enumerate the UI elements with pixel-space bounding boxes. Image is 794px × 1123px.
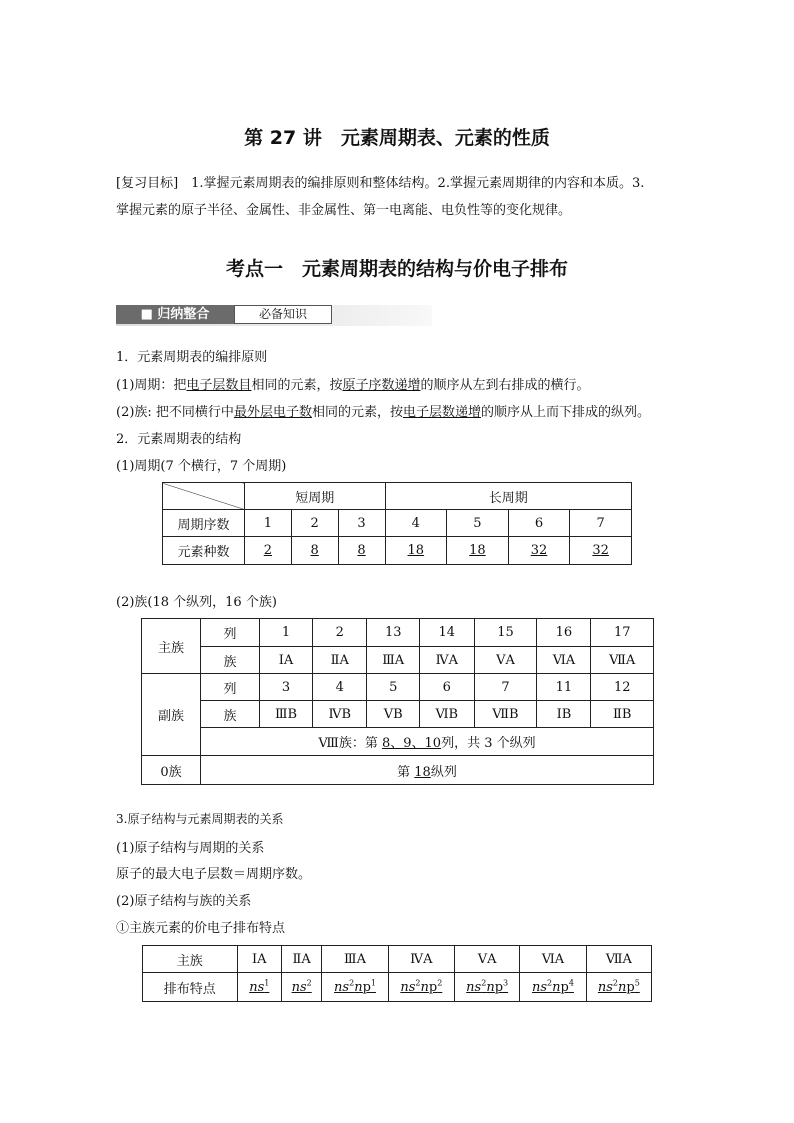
column-number-cell: 12: [591, 674, 654, 701]
element-count-cell: 8: [338, 537, 385, 565]
group-name-cell: ⅥA: [537, 647, 591, 674]
element-count-cell: 18: [447, 537, 509, 565]
paragraph: ①主族元素的价电子排布特点: [116, 921, 286, 936]
banner-label: ■ 归纳整合: [116, 305, 234, 324]
zero-group-label: 0族: [142, 756, 201, 785]
electron-config-cell: $ns^2np^1$: [322, 973, 388, 1002]
element-count-cell: 18: [385, 537, 447, 565]
lecture-title: 第 27 讲 元素周期表、元素的性质: [244, 127, 550, 149]
heading-1: 1．元素周期表的编排原则: [116, 350, 268, 365]
group-name-cell: ⅦA: [586, 946, 651, 973]
group-name-cell: ⅢA: [367, 647, 420, 674]
period-number-cell: 3: [338, 510, 385, 537]
column-number-cell: 11: [537, 674, 591, 701]
paragraph: (1)原子结构与周期的关系: [116, 841, 265, 856]
column-number-cell: 3: [260, 674, 313, 701]
element-count-cell: 32: [570, 537, 632, 565]
group-table: [141, 618, 654, 785]
short-period-header: 短周期: [245, 483, 386, 510]
group-name-cell: ⅠB: [537, 701, 591, 728]
column-number-cell: 15: [474, 619, 537, 647]
row-label: 族: [201, 647, 260, 674]
section-banner: [116, 305, 432, 326]
element-count-cell: 32: [508, 537, 570, 565]
paragraph: (2)原子结构与族的关系: [116, 894, 252, 909]
row-label: 元素种数: [163, 537, 245, 565]
row-label: 族: [201, 701, 260, 728]
column-number-cell: 16: [537, 619, 591, 647]
heading-2: 2．元素周期表的结构: [116, 432, 242, 447]
period-number-cell: 4: [385, 510, 447, 537]
column-number-cell: 17: [591, 619, 654, 647]
column-number-cell: 14: [420, 619, 474, 647]
group-name-cell: ⅥA: [520, 946, 586, 973]
main-group-label: 主族: [142, 619, 201, 674]
group-name-cell: ⅢA: [322, 946, 388, 973]
group-name-cell: ⅡA: [313, 647, 367, 674]
row-label: 主族: [143, 946, 238, 973]
group-caption: (2)族(18 个纵列，16 个族): [116, 595, 277, 610]
banner-tag: 必备知识: [234, 305, 332, 324]
period-table: [162, 482, 632, 565]
column-number-cell: 4: [313, 674, 367, 701]
paragraph-group: (2)族: 把不同横行中最外层电子数相同的元素，按电子层数递增的顺序从上而下排成的纵列。: [116, 405, 650, 420]
group-name-cell: ⅡB: [591, 701, 654, 728]
period-number-cell: 7: [570, 510, 632, 537]
group-name-cell: ⅤA: [474, 647, 537, 674]
group-viii-cell: Ⅷ族：第 8、9、10列，共 3 个纵列: [201, 728, 654, 756]
element-count-cell: 8: [291, 537, 338, 565]
column-number-cell: 7: [474, 674, 537, 701]
sub-group-label: 副族: [142, 674, 201, 756]
period-number-cell: 5: [447, 510, 509, 537]
period-number-cell: 6: [508, 510, 570, 537]
electron-config-cell: $ns^2np^5$: [586, 973, 651, 1002]
diagonal-header-cell: [163, 483, 245, 510]
heading-3: 3.原子结构与元素周期表的关系: [116, 812, 284, 826]
column-number-cell: 2: [313, 619, 367, 647]
section-title: 考点一 元素周期表的结构与价电子排布: [225, 258, 568, 280]
group-name-cell: ⅠA: [260, 647, 313, 674]
column-number-cell: 13: [367, 619, 420, 647]
element-count-cell: 2: [245, 537, 292, 565]
objectives-line-2: 掌握元素的原子半径、金属性、非金属性、第一电离能、电负性等的变化规律。: [116, 203, 572, 218]
group-name-cell: ⅣA: [388, 946, 454, 973]
group-name-cell: ⅦA: [591, 647, 654, 674]
group-name-cell: ⅠA: [237, 946, 281, 973]
column-number-cell: 5: [367, 674, 420, 701]
group-name-cell: ⅢB: [260, 701, 313, 728]
row-label: 列: [201, 619, 260, 647]
group-name-cell: ⅡA: [281, 946, 321, 973]
electron-config-cell: $ns^2np^4$: [520, 973, 586, 1002]
electron-config-cell: $ns^2np^2$: [388, 973, 454, 1002]
electron-config-cell: $ns^1$: [237, 973, 281, 1002]
row-label: 列: [201, 674, 260, 701]
zero-group-cell: 第 18纵列: [201, 756, 654, 785]
long-period-header: 长周期: [385, 483, 632, 510]
row-label: 排布特点: [143, 973, 238, 1002]
config-table: [142, 945, 652, 1002]
group-name-cell: ⅤB: [367, 701, 420, 728]
column-number-cell: 1: [260, 619, 313, 647]
electron-config-cell: $ns^2$: [281, 973, 321, 1002]
group-name-cell: ⅥB: [420, 701, 474, 728]
objectives-line-1: [复习目标] 1.掌握元素周期表的编排原则和整体结构。2.掌握元素周期律的内容和本质。3.: [116, 176, 645, 191]
paragraph-period: (1)周期：把电子层数目相同的元素，按原子序数递增的顺序从左到右排成的横行。: [116, 378, 590, 393]
column-number-cell: 6: [420, 674, 474, 701]
period-number-cell: 1: [245, 510, 292, 537]
paragraph: 原子的最大电子层数＝周期序数。: [116, 867, 312, 882]
row-label: 周期序数: [163, 510, 245, 537]
group-name-cell: ⅣB: [313, 701, 367, 728]
period-caption: (1)周期(7 个横行，7 个周期): [116, 459, 287, 474]
group-name-cell: ⅤA: [454, 946, 519, 973]
group-name-cell: ⅣA: [420, 647, 474, 674]
period-number-cell: 2: [291, 510, 338, 537]
group-name-cell: ⅦB: [474, 701, 537, 728]
electron-config-cell: $ns^2np^3$: [454, 973, 519, 1002]
